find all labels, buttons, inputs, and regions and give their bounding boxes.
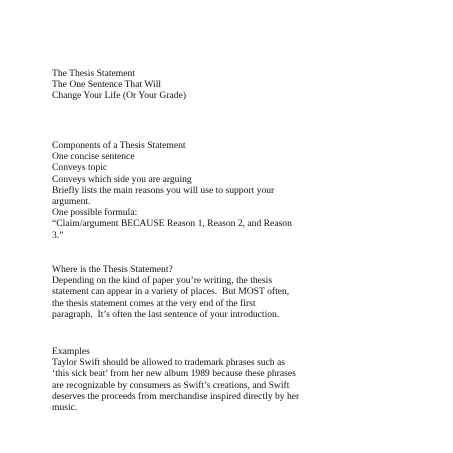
examples-section bbox=[52, 346, 392, 413]
components-formula: 3.” bbox=[52, 229, 64, 241]
components-section bbox=[52, 140, 392, 241]
components-item: One concise sentence bbox=[52, 151, 135, 163]
where-paragraph-line: paragraph. It’s often the last sentence of your introduction. bbox=[52, 308, 280, 320]
document-subtitle-line-2: Change Your Life (Or Your Grade) bbox=[52, 90, 187, 102]
examples-paragraph-line: deserves the proceeds from merchandise inspired directly by her bbox=[52, 390, 300, 402]
components-item: Conveys which side you are arguing bbox=[52, 173, 192, 185]
components-item: argument. bbox=[52, 196, 91, 208]
components-item: Conveys topic bbox=[52, 162, 108, 174]
where-paragraph-line: the thesis statement comes at the very end of the first bbox=[52, 297, 256, 309]
examples-paragraph-line: music. bbox=[52, 402, 78, 414]
examples-paragraph-line: Taylor Swift should be allowed to trademark phrases such as bbox=[52, 357, 285, 369]
examples-paragraph-line: ‘this sick beat’ from her new album 1989 because these phrases bbox=[52, 368, 296, 380]
document-subtitle-line-1: The One Sentence That Will bbox=[52, 79, 162, 91]
examples-heading: Examples bbox=[52, 346, 90, 357]
components-formula-label: One possible formula: bbox=[52, 207, 138, 219]
title-section bbox=[52, 68, 392, 102]
components-formula: “Claim/argument BECAUSE Reason 1, Reason 2, and Reason bbox=[52, 218, 292, 230]
where-paragraph-line: statement can appear in a variety of places. But MOST often, bbox=[52, 286, 290, 298]
components-item: Briefly lists the main reasons you will use to support your bbox=[52, 184, 275, 196]
where-section bbox=[52, 264, 392, 320]
document-title: The Thesis Statement bbox=[52, 68, 135, 79]
examples-paragraph-line: are recognizable by consumers as Swift’s creations, and Swift bbox=[52, 379, 290, 391]
components-heading: Components of a Thesis Statement bbox=[52, 140, 186, 151]
where-paragraph-line: Depending on the kind of paper you’re writing, the thesis bbox=[52, 275, 273, 287]
where-heading: Where is the Thesis Statement? bbox=[52, 264, 173, 275]
